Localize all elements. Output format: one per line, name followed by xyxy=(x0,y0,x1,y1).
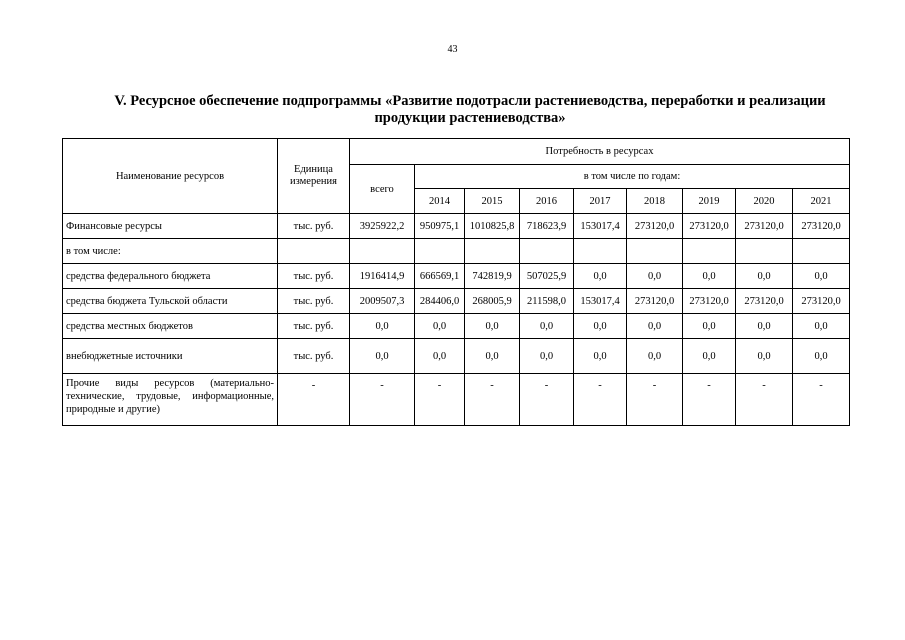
table-row xyxy=(63,314,850,339)
value-cell: 153017,4 xyxy=(574,214,627,239)
value-cell: - xyxy=(627,374,683,426)
unit-cell: тыс. руб. xyxy=(278,314,350,339)
value-cell: 0,0 xyxy=(683,339,736,374)
value-cell: 273120,0 xyxy=(627,214,683,239)
value-cell: 0,0 xyxy=(736,314,793,339)
value-cell: 211598,0 xyxy=(520,289,574,314)
resource-table xyxy=(62,138,850,426)
table-row xyxy=(63,239,850,264)
value-cell: 0,0 xyxy=(574,314,627,339)
value-cell: 0,0 xyxy=(415,314,465,339)
resource-name-cell: средства федерального бюджета xyxy=(63,264,278,289)
value-cell: 718623,9 xyxy=(520,214,574,239)
total-cell: 2009507,3 xyxy=(350,289,415,314)
value-cell xyxy=(465,239,520,264)
value-cell xyxy=(793,239,850,264)
value-cell: 273120,0 xyxy=(683,289,736,314)
unit-cell: тыс. руб. xyxy=(278,339,350,374)
header-by-years: в том числе по годам: xyxy=(415,165,850,189)
value-cell xyxy=(415,239,465,264)
table-row xyxy=(63,289,850,314)
value-cell xyxy=(520,239,574,264)
header-year: 2015 xyxy=(465,189,520,214)
total-cell: 3925922,2 xyxy=(350,214,415,239)
unit-cell: тыс. руб. xyxy=(278,214,350,239)
value-cell: 0,0 xyxy=(520,314,574,339)
value-cell: 0,0 xyxy=(736,264,793,289)
resource-name-cell: средства бюджета Тульской области xyxy=(63,289,278,314)
header-year: 2019 xyxy=(683,189,736,214)
table-row xyxy=(63,264,850,289)
header-year: 2021 xyxy=(793,189,850,214)
value-cell: 273120,0 xyxy=(683,214,736,239)
value-cell: 0,0 xyxy=(465,314,520,339)
header-year: 2017 xyxy=(574,189,627,214)
resource-name-cell: Финансовые ресурсы xyxy=(63,214,278,239)
value-cell: 0,0 xyxy=(683,264,736,289)
resource-name-cell: средства местных бюджетов xyxy=(63,314,278,339)
resource-name-cell: в том числе: xyxy=(63,239,278,264)
value-cell: 0,0 xyxy=(683,314,736,339)
value-cell: 1010825,8 xyxy=(465,214,520,239)
value-cell: 0,0 xyxy=(793,339,850,374)
title-line-2: продукции растениеводства» xyxy=(374,110,566,126)
value-cell xyxy=(627,239,683,264)
value-cell xyxy=(574,239,627,264)
header-year: 2016 xyxy=(520,189,574,214)
unit-cell: тыс. руб. xyxy=(278,289,350,314)
value-cell xyxy=(683,239,736,264)
value-cell: 0,0 xyxy=(415,339,465,374)
value-cell: 273120,0 xyxy=(736,214,793,239)
value-cell: - xyxy=(465,374,520,426)
table-row xyxy=(63,214,850,239)
value-cell: 950975,1 xyxy=(415,214,465,239)
total-cell: - xyxy=(350,374,415,426)
unit-cell: тыс. руб. xyxy=(278,264,350,289)
total-cell: 0,0 xyxy=(350,339,415,374)
value-cell: 0,0 xyxy=(793,314,850,339)
header-resource-name: Наименование ресурсов xyxy=(63,139,278,214)
title-line-1: V. Ресурсное обеспечение подпрограммы «Развитие подотрасли растениеводства, переработки и реализации xyxy=(114,93,826,109)
page-number: 43 xyxy=(447,44,458,55)
value-cell: - xyxy=(736,374,793,426)
value-cell: - xyxy=(683,374,736,426)
header-year: 2020 xyxy=(736,189,793,214)
value-cell: 0,0 xyxy=(627,314,683,339)
table-row xyxy=(63,339,850,374)
value-cell: 273120,0 xyxy=(793,214,850,239)
header-unit: Единица измерения xyxy=(278,139,350,214)
value-cell: - xyxy=(520,374,574,426)
resource-name-cell: Прочие виды ресурсов (материально-технические, трудовые, информационные, природные и другие) xyxy=(63,374,278,426)
value-cell: 268005,9 xyxy=(465,289,520,314)
total-cell: 1916414,9 xyxy=(350,264,415,289)
value-cell: 284406,0 xyxy=(415,289,465,314)
value-cell: 273120,0 xyxy=(627,289,683,314)
value-cell: - xyxy=(574,374,627,426)
header-need: Потребность в ресурсах xyxy=(350,139,850,165)
section-title xyxy=(70,93,870,127)
value-cell: 0,0 xyxy=(520,339,574,374)
value-cell: 0,0 xyxy=(627,264,683,289)
value-cell: - xyxy=(793,374,850,426)
value-cell: 0,0 xyxy=(465,339,520,374)
value-cell: 0,0 xyxy=(574,339,627,374)
value-cell: - xyxy=(415,374,465,426)
header-total: всего xyxy=(350,165,415,214)
value-cell: 273120,0 xyxy=(793,289,850,314)
header-row-1 xyxy=(63,139,850,165)
value-cell: 273120,0 xyxy=(736,289,793,314)
total-cell xyxy=(350,239,415,264)
value-cell: 666569,1 xyxy=(415,264,465,289)
value-cell xyxy=(736,239,793,264)
unit-cell xyxy=(278,239,350,264)
header-year: 2014 xyxy=(415,189,465,214)
unit-cell: - xyxy=(278,374,350,426)
header-year: 2018 xyxy=(627,189,683,214)
total-cell: 0,0 xyxy=(350,314,415,339)
value-cell: 742819,9 xyxy=(465,264,520,289)
table-row xyxy=(63,374,850,426)
value-cell: 0,0 xyxy=(793,264,850,289)
value-cell: 0,0 xyxy=(736,339,793,374)
value-cell: 0,0 xyxy=(574,264,627,289)
value-cell: 0,0 xyxy=(627,339,683,374)
value-cell: 507025,9 xyxy=(520,264,574,289)
resource-name-cell: внебюджетные источники xyxy=(63,339,278,374)
value-cell: 153017,4 xyxy=(574,289,627,314)
